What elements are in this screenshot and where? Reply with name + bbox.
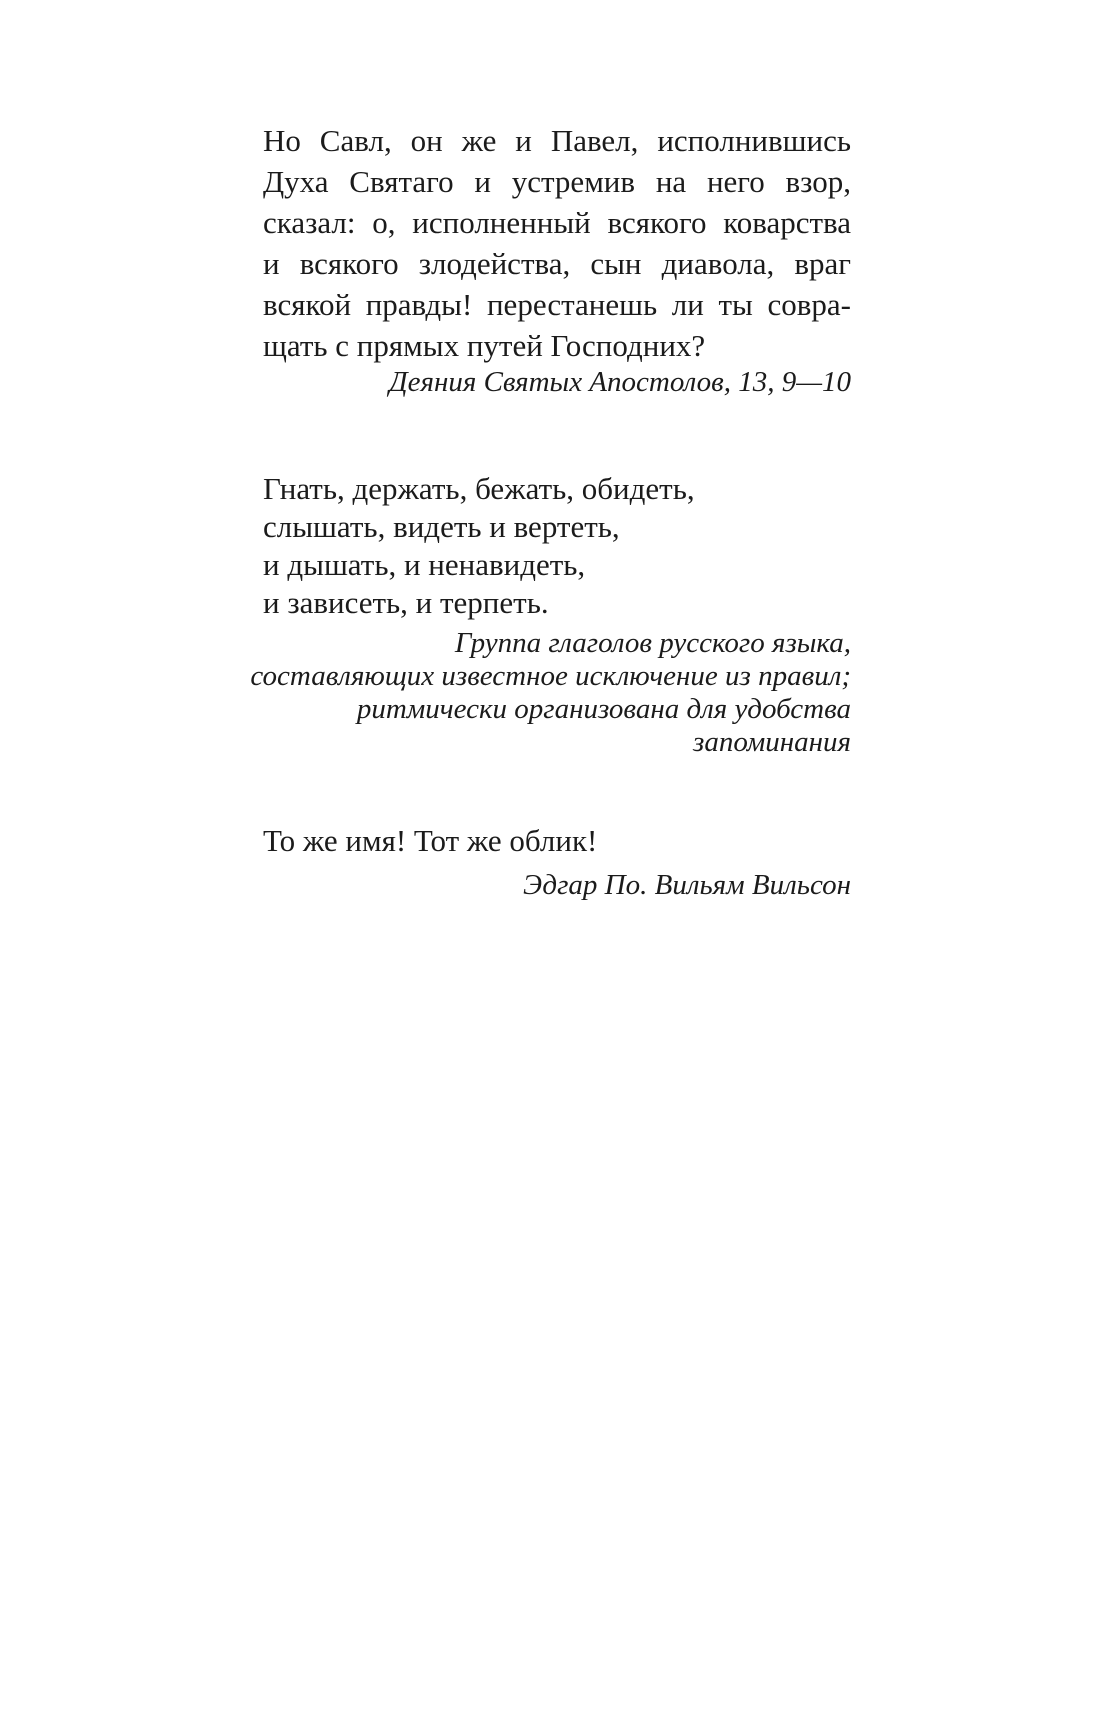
epigraph-verbs-poem (263, 470, 851, 622)
epigraph-poe (263, 820, 851, 902)
text-line: Группа глаголов русского языка, (454, 627, 851, 659)
text-line: сказал: о, исполненный всякого коварства (263, 205, 851, 240)
text-line: Гнать, держать, бежать, обидеть, (263, 471, 695, 506)
text-line: Деяния Святых Апостолов, 13, 9—10 (389, 366, 851, 398)
text-line: щать с прямых путей Господних? (263, 328, 706, 363)
epigraph-column (250, 120, 851, 902)
text-line: Но Савл, он же и Павел, исполнившись (263, 123, 851, 158)
epigraph-bible-source (203, 366, 851, 399)
text-line: составляющих известное исключение из правил; (250, 660, 851, 692)
epigraph-poe-text (263, 820, 851, 861)
text-line: и зависеть, и терпеть. (263, 585, 549, 620)
text-line: То же имя! Тот же облик! (263, 823, 598, 858)
text-line: Эдгар По. Вильям Вильсон (523, 869, 851, 901)
text-line: запоминания (693, 726, 851, 758)
text-line: и всякого злодейства, сын диавола, враг (263, 246, 851, 281)
epigraph-bible (263, 120, 851, 399)
epigraph-verbs (250, 470, 851, 759)
text-line: и дышать, и ненавидеть, (263, 547, 586, 582)
epigraph-bible-text (263, 120, 851, 366)
epigraph-verbs-source (203, 627, 851, 759)
text-line: Духа Святаго и устремив на него взор, (263, 164, 851, 199)
epigraph-poe-source (203, 869, 851, 902)
text-line: ритмически организована для удобства (356, 693, 851, 725)
text-line: всякой правды! перестанешь ли ты совра- (263, 287, 851, 322)
text-line: слышать, видеть и вертеть, (263, 509, 620, 544)
